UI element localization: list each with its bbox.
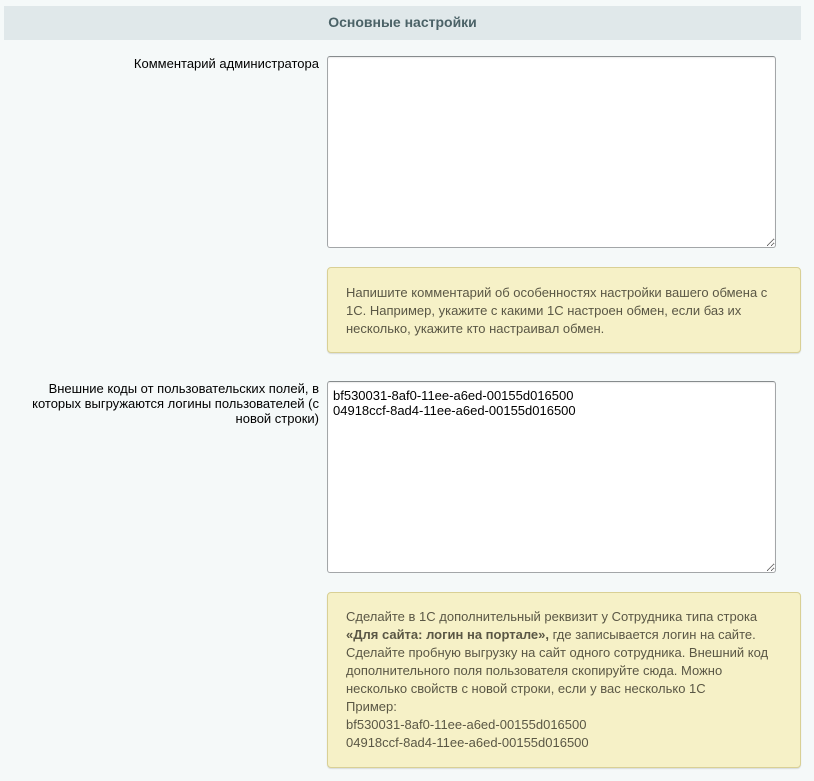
ext-codes-hint-example-2: 04918ccf-8ad4-11ee-a6ed-00155d016500: [346, 735, 589, 750]
ext-codes-hint: [327, 592, 801, 768]
ext-codes-label: Внешние коды от пользовательских полей, в которых выгружаются логины пользователей (с новой строки): [32, 381, 319, 426]
admin-comment-hint: [327, 267, 801, 353]
ext-codes-hint-intro: Сделайте в 1С дополнительный реквизит у Сотрудника типа строка: [346, 609, 758, 624]
ext-codes-hint-bold: «Для сайта: логин на портале»,: [346, 627, 550, 642]
admin-comment-textarea[interactable]: [327, 56, 776, 248]
ext-codes-textarea[interactable]: [327, 381, 776, 573]
admin-comment-label: Комментарий администратора: [133, 56, 319, 71]
section-title: Основные настройки: [4, 6, 801, 40]
admin-comment-hint-text: Напишите комментарий об особенностях настройки вашего обмена с 1С. Например, укажите с какими 1С настроен обмен, если баз их несколько, укажите кто настраивал обмен.: [346, 285, 768, 336]
ext-codes-hint-text: [346, 608, 782, 698]
ext-codes-hint-example-1: bf530031-8af0-11ee-a6ed-00155d016500: [346, 717, 587, 732]
ext-codes-hint-example-label: Пример:: [346, 699, 397, 714]
ext-codes-hint-rest: где записывается логин на сайте. Сделайте пробную выгрузку на сайт одного сотрудника. Внешний код дополнительного поля пользователя скопируйте сюда. Можно несколько свойств с новой строки, если у вас несколько 1С: [346, 627, 769, 696]
